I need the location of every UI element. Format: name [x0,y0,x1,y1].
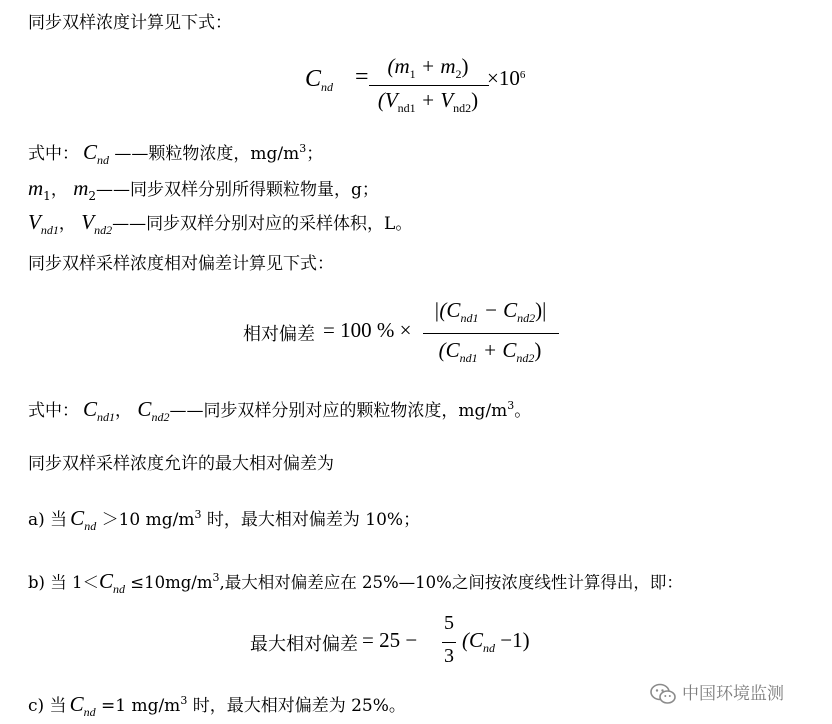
formula3-eq: = 25 − [362,628,418,652]
formula-max-deviation [250,612,560,682]
watermark [650,679,784,705]
formula1-lhs: $C_{nd}$ [305,66,334,94]
formula1-equals: = [355,64,369,90]
formula2-mid: = 100 % × [323,318,412,342]
formula3-den: 3 [444,645,454,667]
formula3-lhs: 最大相对偏差 [250,634,358,655]
max-deviation-intro: 同步双样采样浓度允许的最大相对偏差为 [28,454,334,474]
deviation-intro: 同步双样采样浓度相对偏差计算见下式： [28,254,334,274]
formula3-paren: $(C_{nd} -1)$ [462,628,530,655]
formula3-fraction-bar [442,642,456,643]
formula1-times: $\times 10^6$ [487,66,526,90]
formula2-fraction-bar [423,333,559,334]
intro-line: 同步双样浓度计算见下式： [28,13,232,33]
legend-m: $m_1$， $m_2——$同步双样分别所得颗粒物量，g； [28,176,379,203]
formula1-fraction-bar [369,85,489,86]
formula3-num: 5 [444,612,454,634]
legend-cnd12: 式中： $C_{nd1}$， $C_{nd2}——$同步双样分别对应的颗粒物浓度，$mg/m^3$。 [28,397,532,424]
formula1-denominator: $(V_{nd1} + V_{nd2})$ [377,88,479,115]
legend-v: $V_{nd1}$， $V_{nd2}——$同步双样分别对应的采样体积，L。 [28,210,413,237]
rule-a: a) 当 $C_{nd} >10$ $mg/m^3$ 时，最大相对偏差为 10%； [28,506,421,533]
rule-b: b) 当 $1<C_{nd} \le 10mg/m^3$,最大相对偏差应在 25%—10%之间按浓度线性计算得出，即： [28,569,683,596]
formula-relative-deviation [243,292,563,372]
rule-c: c) 当 $C_{nd} =1$ $mg/m^3$ 时，最大相对偏差为 25%。 [28,692,406,719]
legend-cnd: 式中： $C_{nd}$ ——颗粒物浓度，$mg/m^3$； [28,140,324,167]
formula2-lhs: 相对偏差 [243,324,315,345]
formula2-denominator: $(C_{nd1} + C_{nd2})$ [438,338,542,365]
formula-concentration [305,54,565,124]
formula2-numerator: $|(C_{nd1} - C_{nd2})|$ [433,298,547,325]
formula1-numerator: $(m_1 + m_2)$ [387,54,469,81]
watermark-text: 中国环境监测 [682,684,784,704]
wechat-icon [650,683,676,705]
